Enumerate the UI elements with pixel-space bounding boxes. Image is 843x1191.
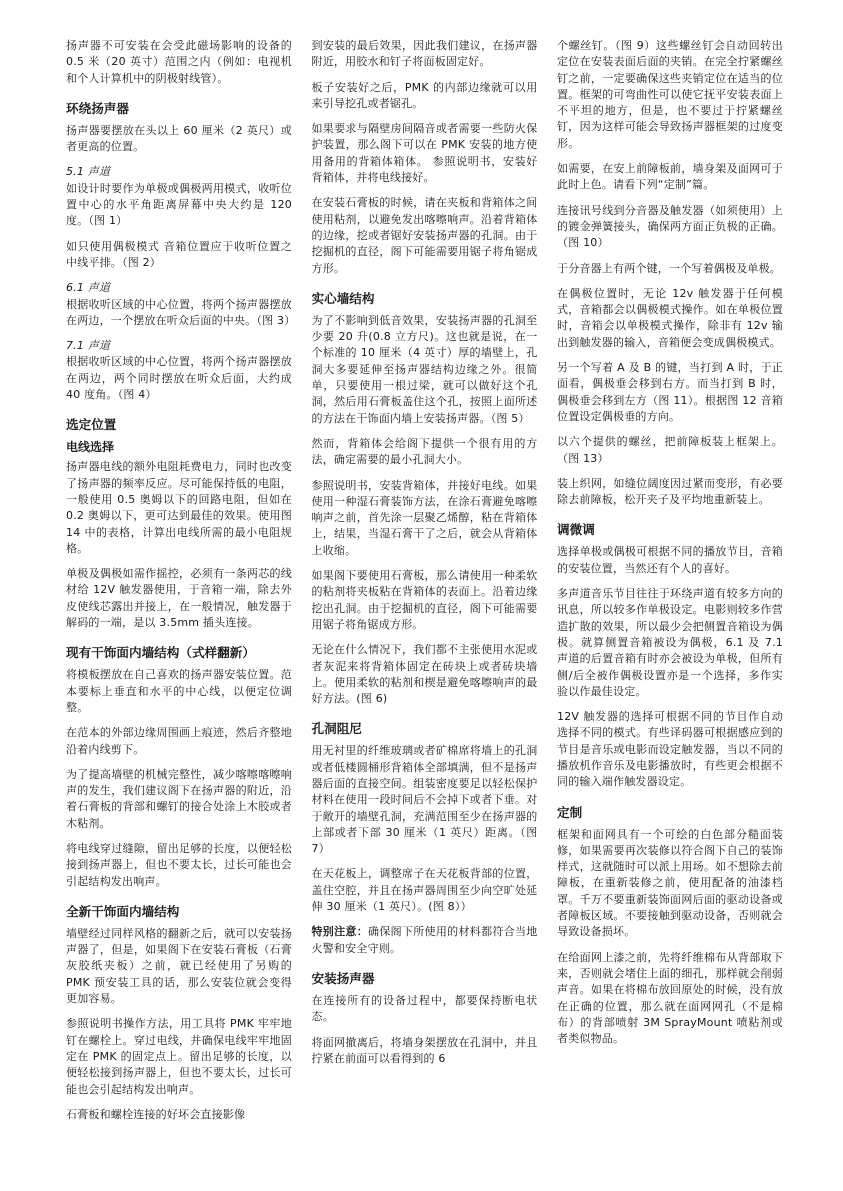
paragraph-col2-continued: 到安装的最后效果，因此我们建议，在扬声器附近，用胶水和钉子将面板固定好。	[311, 39, 538, 69]
paragraph-new-1: 墙壁经过同样风格的翻新之后，就可以安装扬声器了，但是，如果阁下在安装石膏板（石膏灰胶纸夹板）之前，就已经使用了另购的 PMK 预安装工具的话，那么安装位就会变得更加容易。	[66, 926, 292, 1006]
paragraph-damping-1: 用无衬里的纤维玻璃或者矿棉席将墙上的孔洞或者低楼圆桶形背箱体全部填满，但不是扬声器后面的直接空间。组装密度要足以轻松保护材料在使用一段时间后不会掉下或者下垂。对于敞开的墙壁孔洞，充满范围至少在扬声器的上部或者下部 30 厘米（1 英尺）距离。（图 7）	[311, 744, 538, 856]
paragraph-signal-wire: 连接讯号线到分音器及触发器（如须使用）上的镀金弹簧接头，确保两方面正负极的正确。（图 10）	[557, 203, 783, 250]
paragraph-solid-1: 为了不影响到低音效果，安装扬声器的孔洞至少要 20 升(0.8 立方尺)。这也就是说，在一个标准的 10 厘米（4 英寸）厚的墙壁上，孔洞大多要延伸至扬声器结构边缘之外。很简单，只要使用一根过梁，就可以做好这个孔洞，然后用石膏板盖住这个孔，按照上面所述的方法在干饰面内墙上安装扬声器。（图 5）	[311, 313, 538, 425]
paragraph-col3-continued: 个螺丝钉。（图 9）这些螺丝钉会自动回转出定位在安装表面后面的夹销。在完全拧紧螺丝钉之前，一定要确保这些夹销定位在适当的位置。框架的可弯曲性可以使它抚平安装表面上不平坦的地方，但是，也不要过于拧紧螺丝钉，因为这样可能会导致扬声器框架的过度变形。	[557, 39, 783, 150]
heading-solid-wall: 实心墙结构	[311, 290, 375, 306]
paragraph-new-3: 石膏板和螺栓连接的好坏会直接影像	[66, 1107, 246, 1121]
paragraph-existing-4: 将电线穿过缝隙，留出足够的长度，以便轻松接到扬声器上，但也不要太长，过长可能也会引起结构发出响声。	[66, 841, 292, 888]
paragraph-solid-3: 参照说明书，安装背箱体，并接好电线。如果使用一种湿石膏装饰方法，在涂石膏避免喀嚓响声之前，首先涂一层聚乙烯醇，粘在背箱体上，结果，当湿石膏干了之后，就会从背箱体上收缩。	[311, 478, 538, 557]
column-2	[312, 38, 538, 1132]
paragraph-install-1: 在连接所有的设备过程中，都要保持断电状态。	[311, 993, 538, 1024]
subheading-6-1: 6.1 声道	[66, 281, 111, 295]
paragraph-7-1: 根据收听区域的中心位置，将两个扬声器摆放在两边，两个同时摆放在听众后面，大约成 40 度角。（图 4）	[66, 355, 292, 402]
paragraph-baffle-screws: 以六个提供的螺丝，把前障板装上框架上。（图 13）	[557, 435, 783, 465]
heading-fine-tuning: 调微调	[557, 522, 595, 538]
heading-install-speaker: 安装扬声器	[311, 970, 375, 986]
three-column-body	[66, 38, 783, 1132]
paragraph-5-1-b: 如只使用偶极模式 音箱位置应于收听位置之中线平排。（图 2）	[66, 239, 292, 269]
column-3	[557, 38, 783, 1132]
paragraph-tuning-2: 多声道音乐节目往往于环绕声道有较多方向的讯息，所以较多作单极设定。电影则较多作营造扩散的效果，所以最少会把侧置音箱设为偶极。就算侧置音箱被设为偶极，6.1 及 7.1 声道的后置音箱有时亦会被设为单极，但所有侧/后全被作偶极设置亦是一个选择，多作实验以作最佳设定。	[557, 587, 783, 698]
paragraph-customize-2: 在给面网上漆之前，先将纤维棉布从背部取下来，否则就会堵住上面的细孔，那样就会削弱声音。如果在将棉布放回原处的时候，没有放在正确的位置，那么就在面网网孔（不是棉布）的背部喷射 3M SprayMount 喷粘剂或者类似物品。	[557, 950, 783, 1046]
heading-cavity-damping: 孔洞阻尼	[311, 721, 362, 737]
heading-customize: 定制	[557, 804, 583, 820]
paragraph-grille: 装上织网，如缝位阔度因过紧而变形，有必要除去前障板，松开夹子及平均地重新装上。	[557, 476, 783, 507]
subheading-7-1: 7.1 声道	[66, 339, 111, 353]
paragraph-solid-2: 然而，背箱体会给阁下提供一个很有用的方法，确定需要的最小孔洞大小。	[311, 436, 538, 467]
paragraph-plasterboard: 在安装石膏板的时候，请在夹板和背箱体之间使用粘剂，以避免发出喀嚓响声。沿着背箱体的边缘，挖或者锯好安装扬声器的孔洞。由于挖掘机的直径，阁下可能需要用锯子将角锯成方形。	[311, 196, 538, 275]
column-1	[66, 38, 296, 1132]
paragraph-solid-4: 如果阁下要使用石膏板，那么请使用一种柔软的粘剂将夹板粘在背箱体的表面上。沿着边缘挖出孔洞。由于挖掘机的直径，阁下可能需要用锯子将角锯成方形。	[311, 569, 538, 631]
paragraph-6-1: 根据收听区域的中心位置，将两个扬声器摆放在两边，一个摆放在听众后面的中央。（图 3）	[66, 297, 296, 327]
paragraph-special-note	[312, 924, 538, 957]
heading-wire-selection: 电线选择	[66, 440, 115, 455]
paragraph-existing-1: 将模板摆放在自己喜欢的扬声器安装位置。范本要标上垂直和水平的中心线，以便定位调整。	[66, 668, 292, 714]
paragraph-surround-height: 扬声器要摆放在头以上 60 厘米（2 英尺）或者更高的位置。	[66, 123, 292, 154]
paragraph-customize-1: 框架和面网具有一个可绘的白色部分糙面装修，如果需要再次装修以符合阁下自己的装饰样式，这就随时可以派上用场。如不想除去前障板，在重新装修之前，使用配备的油漆档罩。千万不要重新装饰面网后面的驱动设备或者障板区域。不要接触到驱动设备，否则就会导致设备损坏。	[557, 827, 783, 939]
special-note-text: 确保阁下所使用的材料都符合当地火警和安全守则。	[311, 925, 538, 955]
special-note-label: 特别注意：	[311, 925, 369, 939]
heading-choose-position: 选定位置	[66, 417, 117, 433]
paragraph-install-2: 将面网撤离后，将墙身架摆放在孔洞中，并且拧紧在前面可以看得到的 6	[311, 1035, 538, 1065]
paragraph-damping-2: 在天花板上，调整席子在天花板背部的位置，盖住空腔，并且在扬声器周围至少向空旷处延伸 30 厘米（1 英尺）。(图 8））	[311, 867, 538, 914]
paragraph-crossover-switches: 于分音器上有两个键，一个写着偶极及单极。	[557, 261, 781, 275]
subheading-5-1: 5.1 声道	[66, 165, 111, 179]
paragraph-new-2: 参照说明书操作方法，用工具将 PMK 牢牢地钉在螺栓上。穿过电线，并确保电线牢牢地固定在 PMK 的固定点上。留出足够的长度，以便轻松接到扬声器上，但也不要太长，过长可能也会引起结构发出响声。	[66, 1017, 292, 1096]
paragraph-backbox: 如果要求与隔壁房间隔音或者需要一些防火保护装置，那么阁下可以在 PMK 安装的地方使用备用的背箱体箱体。 参照说明书，安装好背箱体，并将电线接好。	[311, 122, 538, 185]
heading-existing-drywall: 现有干饰面内墙结构（式样翻新）	[66, 645, 255, 661]
paragraph-existing-2: 在范本的外部边缘周围画上痕迹，然后齐整地沿着内线剪下。	[66, 726, 292, 756]
paragraph-solid-5: 无论在什么情况下，我们都不主张使用水泥或者灰泥来将背箱体固定在砖块上或者砖块墙上。使用柔软的粘剂和楔是避免喀嚓响声的最好方法。(图 6)	[311, 643, 538, 706]
paragraph-pmk-edge: 板子安装好之后，PMK 的内部边缘就可以用来引导挖孔或者锯孔。	[311, 80, 538, 110]
paragraph-5-1-a: 如设计时要作为单极或偶极两用模式，收听位置中心的水平角距离屏幕中央大约是 120 度。（图 1）	[66, 181, 292, 228]
heading-new-drywall: 全新干饰面内墙结构	[66, 903, 180, 919]
paragraph-tuning-3: 12V 触发器的选择可根据不同的节目作自动选择不同的模式。有些译码器可根据感应到的节目是音乐或电影而设定触发器，当以不同的播放机作音乐及电影播放时，有些更会根据不同的输入端作触发器设定。	[557, 710, 783, 789]
paragraph-painting-note: 如需要，在安上前障板前，墙身架及面网可于此时上色。请看下列“定制”篇。	[557, 162, 783, 192]
paragraph-ab-switch: 另一个写着 A 及 B 的键，当打到 A 时，于正面看，偶极垂会移到右方。而当打到 B 时，偶极垂会移到左方（图 11）。根据图 12 音箱位置设定偶极垂的方向。	[557, 361, 783, 423]
paragraph-wire-1: 扬声器电线的额外电阻耗费电力，同时也改变了扬声器的频率反应。尽可能保持低的电阻，一般使用 0.5 奥姆以下的回路电阻，但如在 0.2 奥姆以下，更可达到最佳的效果。使用图 14 中的表格，计算出电线所需的最小电阻规格。	[66, 460, 292, 555]
paragraph-magnetic-warning: 扬声器不可安装在会受此磁场影响的设备的 0.5 米（20 英寸）范围之内（例如：电视机和个人计算机中的阴极射线管）。	[66, 39, 292, 85]
heading-surround-speakers: 环绕扬声器	[66, 100, 129, 116]
paragraph-wire-2: 单极及偶极如需作摇控，必须有一条两芯的线材给 12V 触发器使用，于音箱一端，除去外皮使线芯露出并接上，在一般情况，触发器于解码的一端，是以 3.5mm 插头连接。	[66, 567, 292, 630]
paragraph-dipole-mode: 在偶极位置时，无论 12v 触发器于任何模式，音箱都会以偶极模式操作。如在单极位置时，音箱会以单极模式操作，除非有 12v 输出到触发器的输入，音箱便会变成偶极模式。	[557, 286, 783, 349]
paragraph-tuning-1: 选择单极或偶极可根据不同的播放节目，音箱的安装位置，当然还有个人的喜好。	[557, 545, 783, 575]
paragraph-existing-3: 为了提高墙壁的机械完整性，减少喀嚓喀嚓响声的发生，我们建议阁下在扬声器的附近，沿着石膏板的背部和螺钉的接合处涂上木胶或者木粘剂。	[66, 767, 292, 830]
